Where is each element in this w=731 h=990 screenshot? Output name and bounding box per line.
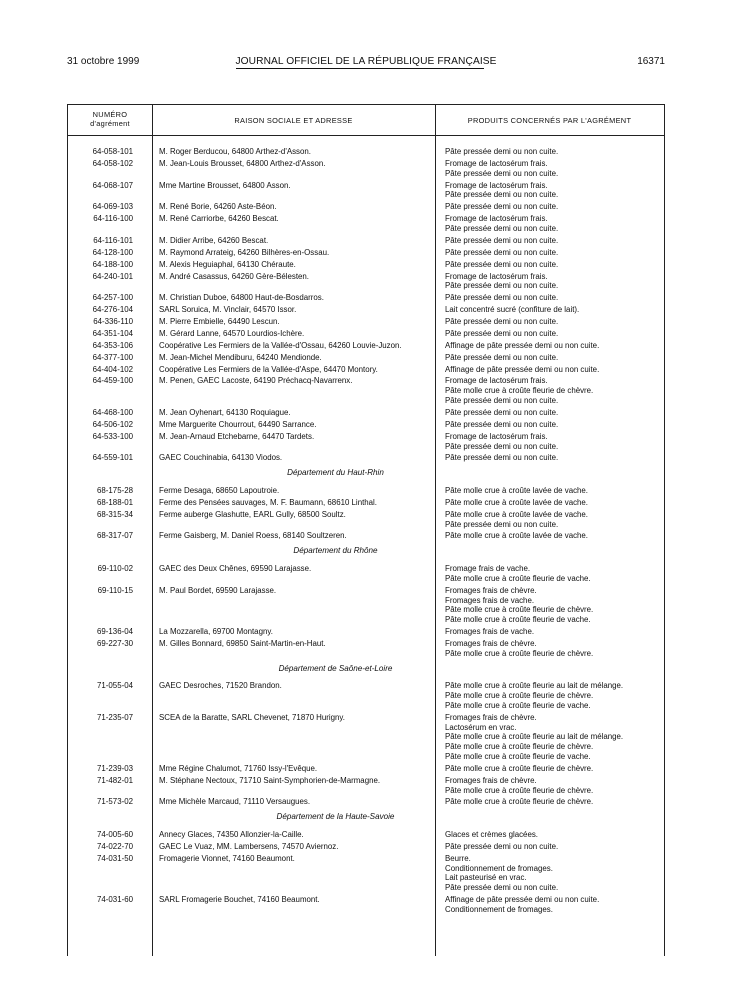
approval-number: 74-031-50 xyxy=(97,853,133,863)
product-item: Pâte pressée demi ou non cuite. xyxy=(445,453,559,463)
products-cell xyxy=(435,453,664,463)
company-name-address: Mme Marguerite Chourrout, 64490 Sarrance. xyxy=(159,419,317,429)
products-cell xyxy=(435,260,664,270)
company-name-address: M. Alexis Heguiaphal, 64130 Chéraute. xyxy=(159,259,296,269)
header-products: PRODUITS CONCERNÉS PAR L'AGRÉMENT xyxy=(467,116,632,125)
product-item: Fromages frais de chèvre. xyxy=(445,638,537,648)
company-name-address: SARL Soruica, M. Vinclair, 64570 Issor. xyxy=(159,305,297,315)
company-name-address: M. Jean Oyhenart, 64130 Roquiague. xyxy=(159,407,291,417)
product-item: Pâte pressée demi ou non cuite. xyxy=(445,190,559,200)
products-cell xyxy=(435,432,664,452)
product-item: Affinage de pâte pressée demi ou non cuite. xyxy=(445,895,600,905)
company-name-address: Coopérative Les Fermiers de la Vallée-d'Aspe, 64470 Montory. xyxy=(159,364,378,374)
table-row xyxy=(68,797,664,807)
department-heading: Département du Rhône xyxy=(293,546,378,556)
table-row xyxy=(68,236,664,246)
product-item: Pâte pressée demi ou non cuite. xyxy=(445,519,559,529)
table-row xyxy=(68,776,664,796)
company-name-address: GAEC Couchinabia, 64130 Viodos. xyxy=(159,453,283,463)
products-cell xyxy=(435,830,664,840)
product-item: Fromage frais de vache. xyxy=(445,564,531,574)
approval-number: 64-240-101 xyxy=(92,271,133,281)
company-name-address: SARL Fromagerie Bouchet, 74160 Beaumont. xyxy=(159,895,320,905)
product-item: Pâte pressée demi ou non cuite. xyxy=(445,352,559,362)
product-item: Pâte molle crue à croûte fleurie de vache. xyxy=(445,615,591,625)
product-item: Fromages frais de chèvre. xyxy=(445,712,537,722)
products-cell xyxy=(435,181,664,201)
company-name-address: GAEC Le Vuaz, MM. Lambersens, 74570 Aviernoz. xyxy=(159,841,339,851)
product-item: Pâte pressée demi ou non cuite. xyxy=(445,235,559,245)
products-cell xyxy=(435,420,664,430)
table-row xyxy=(68,854,664,893)
product-item: Pâte pressée demi ou non cuite. xyxy=(445,441,559,451)
product-item: Pâte pressée demi ou non cuite. xyxy=(445,168,559,178)
product-item: Pâte molle crue à croûte lavée de vache. xyxy=(445,497,588,507)
approval-number: 69-110-15 xyxy=(97,585,133,595)
product-item: Fromage de lactosérum frais. xyxy=(445,180,548,190)
table-row xyxy=(68,681,664,710)
product-item: Fromages frais de chèvre. xyxy=(445,585,537,595)
header-date: 31 octobre 1999 xyxy=(67,55,140,67)
approval-number: 64-533-100 xyxy=(92,431,133,441)
table-row xyxy=(68,764,664,774)
company-name-address: SCEA de la Baratte, SARL Chevenet, 71870 Hurigny. xyxy=(159,712,345,722)
company-name-address: M. Christian Duboe, 64800 Haut-de-Bosdarros. xyxy=(159,293,324,303)
products-cell xyxy=(435,376,664,405)
products-cell xyxy=(435,147,664,157)
journal-title: JOURNAL OFFICIEL DE LA RÉPUBLIQUE FRANÇAISE xyxy=(235,55,497,67)
products-cell xyxy=(435,214,664,234)
company-name-address: M. Penen, GAEC Lacoste, 64190 Préchacq-Navarrenx. xyxy=(159,376,353,386)
product-item: Pâte pressée demi ou non cuite. xyxy=(445,247,559,257)
approval-number: 64-116-100 xyxy=(93,214,133,224)
company-name-address: Ferme Gaisberg, M. Daniel Roess, 68140 Soultzeren. xyxy=(159,531,347,541)
table-row xyxy=(68,713,664,762)
products-cell xyxy=(435,202,664,212)
company-name-address: M. Gilles Bonnard, 69850 Saint-Martin-en-Haut. xyxy=(159,638,326,648)
approval-number: 71-235-07 xyxy=(97,712,133,722)
products-cell xyxy=(435,854,664,893)
company-name-address: M. Didier Arribe, 64260 Bescat. xyxy=(159,235,269,245)
department-heading: Département de la Haute-Savoie xyxy=(276,812,395,822)
product-item: Pâte pressée demi ou non cuite. xyxy=(445,259,559,269)
product-item: Pâte molle crue à croûte fleurie de chèvre. xyxy=(445,386,594,396)
product-item: Fromage de lactosérum frais. xyxy=(445,431,548,441)
product-item: Pâte pressée demi ou non cuite. xyxy=(445,841,559,851)
product-item: Fromages frais de vache. xyxy=(445,595,535,605)
company-name-address: Ferme auberge Glashutte, EARL Gully, 68500 Soultz. xyxy=(159,509,346,519)
table-row xyxy=(68,486,664,496)
approval-number: 71-055-04 xyxy=(97,681,133,691)
product-item: Fromage de lactosérum frais. xyxy=(445,376,548,386)
approval-number: 64-188-100 xyxy=(92,259,133,269)
approval-number: 68-188-01 xyxy=(97,497,133,507)
company-name-address: M. Jean-Michel Mendiburu, 64240 Mendionde. xyxy=(159,352,322,362)
products-cell xyxy=(435,236,664,246)
products-cell xyxy=(435,272,664,292)
approval-number: 69-110-02 xyxy=(97,564,133,574)
table-row xyxy=(68,510,664,530)
company-name-address: M. Roger Berducou, 64800 Arthez-d'Asson. xyxy=(159,147,311,156)
approval-number: 74-022-70 xyxy=(97,841,133,851)
product-item: Pâte pressée demi ou non cuite. xyxy=(445,419,559,429)
table-row xyxy=(68,341,664,351)
company-name-address: Annecy Glaces, 74350 Allonzier-la-Caille. xyxy=(159,830,304,840)
product-item: Pâte molle crue à croûte fleurie au lait de mélange. xyxy=(445,681,624,691)
products-cell xyxy=(435,776,664,796)
product-item: Pâte molle crue à croûte fleurie de chèvre. xyxy=(445,691,594,701)
approval-number: 64-068-107 xyxy=(92,180,133,190)
product-item: Pâte molle crue à croûte fleurie de chèvre. xyxy=(445,763,594,773)
company-name-address: M. Jean-Arnaud Etchebarne, 64470 Tardets. xyxy=(159,431,315,441)
table-row xyxy=(68,376,664,405)
approval-number: 64-116-101 xyxy=(93,235,133,245)
table-row xyxy=(68,420,664,430)
product-item: Pâte pressée demi ou non cuite. xyxy=(445,407,559,417)
approval-number: 64-559-101 xyxy=(92,453,133,463)
approval-number: 69-227-30 xyxy=(97,638,133,648)
company-name-address: M. Paul Bordet, 69590 Larajasse. xyxy=(159,585,277,595)
products-cell xyxy=(435,564,664,584)
company-name-address: La Mozzarella, 69700 Montagny. xyxy=(159,627,273,637)
company-name-address: M. Jean-Louis Brousset, 64800 Arthez-d'Asson. xyxy=(159,158,326,168)
approval-number: 64-128-100 xyxy=(92,247,133,257)
company-name-address: M. René Carriorbe, 64260 Bescat. xyxy=(159,214,279,224)
table-row xyxy=(68,214,664,234)
product-item: Conditionnement de fromages. xyxy=(445,904,553,914)
products-cell xyxy=(435,895,664,915)
product-item: Pâte pressée demi ou non cuite. xyxy=(445,883,559,893)
table-row xyxy=(68,895,664,915)
product-item: Pâte pressée demi ou non cuite. xyxy=(445,328,559,338)
company-name-address: M. André Casassus, 64260 Gère-Bélesten. xyxy=(159,271,310,281)
product-item: Pâte molle crue à croûte lavée de vache. xyxy=(445,485,588,495)
approval-number: 64-276-104 xyxy=(92,305,133,315)
approval-number: 64-459-100 xyxy=(92,376,133,386)
product-item: Pâte molle crue à croûte fleurie de vache. xyxy=(445,700,591,710)
approval-number: 64-351-104 xyxy=(92,328,133,338)
approval-number: 64-058-101 xyxy=(92,147,133,156)
product-item: Pâte pressée demi ou non cuite. xyxy=(445,202,559,212)
company-name-address: GAEC des Deux Chênes, 69590 Larajasse. xyxy=(159,564,312,574)
approval-number: 64-058-102 xyxy=(92,158,133,168)
products-cell xyxy=(435,764,664,774)
product-item: Pâte pressée demi ou non cuite. xyxy=(445,223,559,233)
approval-table xyxy=(67,104,665,956)
products-cell xyxy=(435,510,664,530)
products-cell xyxy=(435,531,664,541)
product-item: Glaces et crèmes glacées. xyxy=(445,830,538,840)
table-row xyxy=(68,408,664,418)
approval-number: 64-468-100 xyxy=(92,407,133,417)
approval-number: 64-506-102 xyxy=(92,419,133,429)
header-number-line1: NUMÉRO xyxy=(92,110,128,119)
products-cell xyxy=(435,341,664,351)
products-cell xyxy=(435,586,664,625)
approval-number: 71-482-01 xyxy=(97,775,133,785)
company-name-address: GAEC Desroches, 71520 Brandon. xyxy=(159,681,282,691)
company-name-address: M. Gérard Lanne, 64570 Lourdios-Ichère. xyxy=(159,328,305,338)
product-item: Affinage de pâte pressée demi ou non cuite. xyxy=(445,364,600,374)
table-row xyxy=(68,627,664,637)
title-underline xyxy=(236,68,484,69)
table-row xyxy=(68,432,664,452)
company-name-address: Coopérative Les Fermiers de la Vallée-d'Ossau, 64260 Louvie-Juzon. xyxy=(159,340,402,350)
company-name-address: Mme Martine Brousset, 64800 Asson. xyxy=(159,180,291,190)
approval-number: 64-353-106 xyxy=(92,340,133,350)
approval-number: 74-031-60 xyxy=(97,895,133,905)
products-cell xyxy=(435,317,664,327)
approval-number: 64-257-100 xyxy=(92,293,133,303)
products-cell xyxy=(435,797,664,807)
approval-number: 64-377-100 xyxy=(92,352,133,362)
product-item: Fromage de lactosérum frais. xyxy=(445,271,548,281)
approval-number: 71-573-02 xyxy=(97,797,133,807)
approval-number: 71-239-03 xyxy=(97,763,133,773)
product-item: Pâte molle crue à croûte fleurie de chèvre. xyxy=(445,605,594,615)
product-item: Lait concentré sucré (confiture de lait). xyxy=(445,305,580,315)
company-name-address: M. René Borie, 64260 Aste-Béon. xyxy=(159,202,277,212)
product-item: Lait pasteurisé en vrac. xyxy=(445,873,527,883)
company-name-address: Ferme des Pensées sauvages, M. F. Baumann, 68610 Linthal. xyxy=(159,497,377,507)
approval-number: 64-404-102 xyxy=(92,364,133,374)
table-row xyxy=(68,639,664,659)
page-number: 16371 xyxy=(637,55,665,67)
products-cell xyxy=(435,353,664,363)
table-row xyxy=(68,365,664,375)
product-item: Pâte molle crue à croûte fleurie de chèvre. xyxy=(445,648,594,658)
products-cell xyxy=(435,408,664,418)
products-cell xyxy=(435,159,664,179)
product-item: Pâte molle crue à croûte fleurie au lait de mélange. xyxy=(445,732,624,742)
product-item: Pâte pressée demi ou non cuite. xyxy=(445,281,559,291)
approval-number: 68-175-28 xyxy=(97,485,133,495)
table-row xyxy=(68,181,664,201)
department-heading: Département du Haut-Rhin xyxy=(287,468,384,478)
approval-number: 64-336-110 xyxy=(93,316,133,326)
product-item: Pâte molle crue à croûte fleurie de chèvre. xyxy=(445,785,594,795)
product-item: Pâte pressée demi ou non cuite. xyxy=(445,396,559,406)
header-name: RAISON SOCIALE ET ADRESSE xyxy=(234,116,353,125)
company-name-address: M. Raymond Arrateig, 64260 Bilhères-en-Ossau. xyxy=(159,247,330,257)
table-row xyxy=(68,260,664,270)
table-row xyxy=(68,842,664,852)
table-row xyxy=(68,498,664,508)
products-cell xyxy=(435,681,664,710)
products-cell xyxy=(435,498,664,508)
table-row xyxy=(68,248,664,258)
approval-number: 74-005-60 xyxy=(97,830,133,840)
product-item: Fromages frais de vache. xyxy=(445,627,535,637)
products-cell xyxy=(435,305,664,315)
product-item: Pâte molle crue à croûte fleurie de vache. xyxy=(445,751,591,761)
product-item: Pâte molle crue à croûte fleurie de chèvre. xyxy=(445,742,594,752)
product-item: Fromage de lactosérum frais. xyxy=(445,214,548,224)
products-cell xyxy=(435,293,664,303)
table-row xyxy=(68,453,664,463)
company-name-address: Fromagerie Vionnet, 74160 Beaumont. xyxy=(159,853,295,863)
table-row xyxy=(68,531,664,541)
table-row xyxy=(68,564,664,584)
table-row xyxy=(68,202,664,212)
products-cell xyxy=(435,627,664,637)
table-row xyxy=(68,293,664,303)
table-row xyxy=(68,353,664,363)
header-number xyxy=(68,110,152,128)
company-name-address: M. Stéphane Nectoux, 71710 Saint-Symphorien-de-Marmagne. xyxy=(159,775,381,785)
product-item: Pâte pressée demi ou non cuite. xyxy=(445,147,559,156)
table-row xyxy=(68,147,664,157)
products-cell xyxy=(435,486,664,496)
company-name-address: M. Pierre Embielle, 64490 Lescun. xyxy=(159,316,280,326)
department-heading: Département de Saône-et-Loire xyxy=(278,663,393,673)
product-item: Pâte molle crue à croûte fleurie de chèvre. xyxy=(445,797,594,807)
product-item: Pâte pressée demi ou non cuite. xyxy=(445,316,559,326)
approval-number: 68-315-34 xyxy=(97,509,133,519)
company-name-address: Mme Régine Chalumot, 71760 Issy-l'Evêque. xyxy=(159,763,318,773)
approval-number: 69-136-04 xyxy=(97,627,133,637)
product-item: Lactosérum en vrac. xyxy=(445,722,517,732)
product-item: Conditionnement de fromages. xyxy=(445,863,553,873)
product-item: Pâte molle crue à croûte lavée de vache. xyxy=(445,531,588,541)
table-row xyxy=(68,317,664,327)
products-cell xyxy=(435,365,664,375)
product-item: Fromages frais de chèvre. xyxy=(445,775,537,785)
products-cell xyxy=(435,713,664,762)
product-item: Pâte pressée demi ou non cuite. xyxy=(445,293,559,303)
table-row xyxy=(68,272,664,292)
product-item: Fromage de lactosérum frais. xyxy=(445,158,548,168)
product-item: Beurre. xyxy=(445,853,471,863)
table-row xyxy=(68,329,664,339)
table-row xyxy=(68,305,664,315)
table-row xyxy=(68,830,664,840)
products-cell xyxy=(435,248,664,258)
page-header xyxy=(67,54,665,68)
company-name-address: Mme Michèle Marcaud, 71110 Versaugues. xyxy=(159,797,311,807)
table-header xyxy=(68,105,664,136)
product-item: Affinage de pâte pressée demi ou non cuite. xyxy=(445,340,600,350)
table-body xyxy=(68,147,664,917)
products-cell xyxy=(435,639,664,659)
table-row xyxy=(68,586,664,625)
company-name-address: Ferme Desaga, 68650 Lapoutroie. xyxy=(159,485,280,495)
header-number-line2: d'agrément xyxy=(90,119,130,128)
product-item: Pâte molle crue à croûte fleurie de vache. xyxy=(445,573,591,583)
approval-number: 68-317-07 xyxy=(97,531,133,541)
approval-number: 64-069-103 xyxy=(92,202,133,212)
table-row xyxy=(68,159,664,179)
products-cell xyxy=(435,842,664,852)
products-cell xyxy=(435,329,664,339)
product-item: Pâte molle crue à croûte lavée de vache. xyxy=(445,509,588,519)
